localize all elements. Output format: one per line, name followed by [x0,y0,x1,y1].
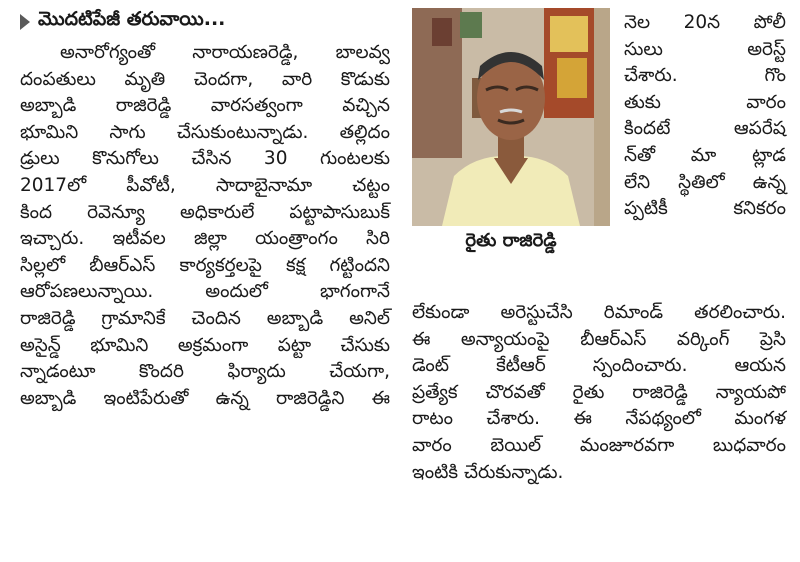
text-line: అబ్బాడి ఇంటిపేరుతో ఉన్న రాజిరెడ్డిని ఈ [20,387,390,409]
left-text-column [20,40,390,412]
text-line: రాజిరెడ్డి గ్రామానికే చెందిన అబ్బాడి అనిల్ [20,307,390,329]
text-line: రాటం చేశారు. ఈ నేపథ్యంలో మంగళ [412,408,786,430]
text-line: ఇంటికి చేరుకున్నాడు. [412,461,564,483]
continued-label: మొదటిపేజీ తరువాయి... [38,8,226,30]
text-line: అబ్బాడి రాజిరెడ్డి వారసత్వంగా వచ్చిన [20,95,390,117]
text-line: కిందటే ఆపరేష [624,118,786,140]
photo-caption: రైతు రాజిరెడ్డి [465,230,557,251]
text-line: 2017లో పీవోటీ, సాదాబైనామా చట్టం [20,174,390,196]
text-line: అసైన్డ్ భూమిని అక్రమంగా పట్టా చేసుకు [20,334,390,356]
text-line: ఇచ్చారు. ఇటీవల జిల్లా యంత్రాంగం సిరి [20,228,390,250]
farmer-photo [412,8,610,226]
right-wide-text-column [412,300,786,486]
text-line: న్‌తో మా ట్లాడ [624,144,786,166]
text-line: ఆరోపణలున్నాయి. అందులో భాగంగానే [20,281,390,303]
text-line: అనారోగ్యంతో నారాయణరెడ్డి, బాలవ్వ [60,42,390,63]
text-line: డ్రులు కొనుగోలు చేసిన 30 గుంటలకు [20,148,390,170]
text-line: భూమిని సాగు చేసుకుంటున్నాడు. తల్లిదం [20,121,390,143]
text-line: సులు అరెస్ట్ [624,38,786,60]
text-line: లేని స్థితిలో ఉన్న [624,171,786,193]
right-narrow-text-column [624,10,786,223]
chevron-right-icon [20,14,30,30]
text-line: వారం బెయిల్ మంజూరవగా బుధవారం [412,434,786,456]
text-line: డెంట్ కేటీఆర్ స్పందించారు. ఆయన [412,355,786,377]
text-line: ప్పటికీ కనికరం [624,198,786,220]
text-line: న్నాడంటూ కొందరి ఫిర్యాదు చేయగా, [20,361,390,383]
text-line: లేకుండా అరెస్టుచేసి రిమాండ్ తరలించారు. [412,302,786,323]
text-line: సిల్లలో బీఆర్ఎస్ కార్యకర్తలపై కక్ష గట్టిందని [20,254,390,276]
text-line: ప్రత్యేక చొరవతో రైతు రాజిరెడ్డి న్యాయపో [412,381,786,403]
continued-from-front-page [20,8,225,35]
text-line: నెల 20న పోలీ [624,12,786,33]
text-line: తుకు వారం [624,91,786,113]
text-line: దంపతులు మృతి చెందగా, వారి కొడుకు [20,68,390,90]
text-line: చేశారు. గొం [624,65,786,87]
text-line: ఈ అన్యాయంపై బీఆర్ఎస్ వర్కింగ్ ప్రెసి [412,328,786,350]
text-line: కింద రెవెన్యూ అధికారులే పట్టాపాసుబుక్ [20,201,390,223]
